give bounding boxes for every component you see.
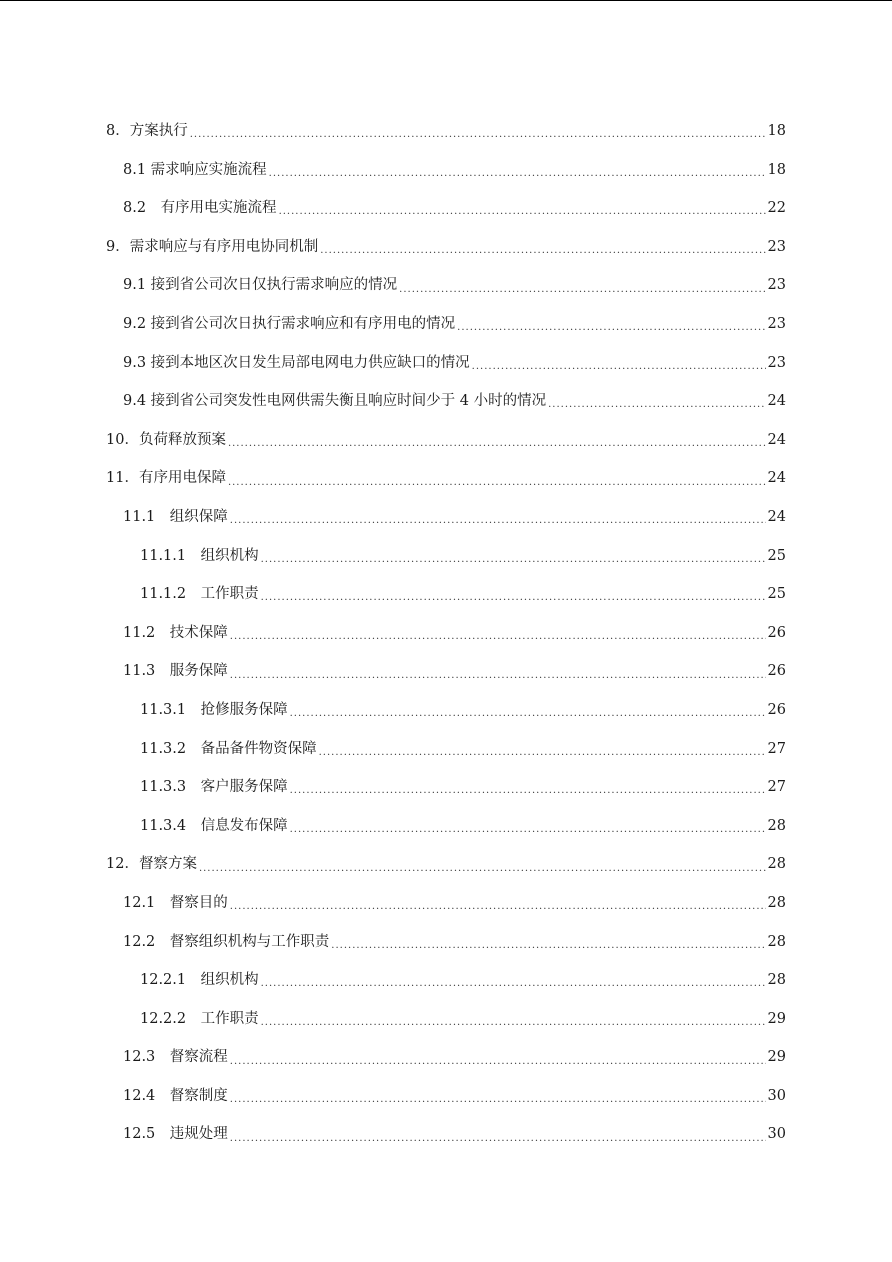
toc-entry-title [123, 201, 277, 216]
toc-entry-title [123, 1050, 228, 1065]
toc-dot-leader [319, 744, 766, 758]
toc-entry-text: 接到本地区次日发生局部电网电力供应缺口的情况 [150, 354, 470, 371]
toc-entry-text: 接到省公司次日执行需求响应和有序用电的情况 [150, 316, 456, 333]
toc-entry[interactable] [0, 421, 892, 460]
toc-entry-number: 11.3.4 [140, 817, 201, 834]
toc-entry-title [140, 973, 259, 988]
toc-entry-number: 11.3.2 [140, 740, 201, 757]
toc-page-number: 24 [767, 393, 786, 410]
toc-dot-leader [230, 898, 766, 912]
toc-entry-text: 督察方案 [138, 856, 197, 873]
toc-entry-title [123, 1127, 228, 1142]
toc-entry[interactable] [0, 305, 892, 344]
toc-dot-leader [457, 319, 765, 333]
toc-entry-title [123, 278, 397, 293]
toc-entry[interactable] [0, 1038, 892, 1077]
toc-page-number: 26 [767, 624, 786, 641]
toc-dot-leader [261, 1014, 766, 1028]
toc-entry[interactable] [0, 151, 892, 190]
toc-entry[interactable] [0, 1077, 892, 1116]
toc-dot-leader [290, 821, 766, 835]
toc-entry-text: 有序用电保障 [138, 470, 226, 487]
toc-page-number: 24 [767, 470, 786, 487]
toc-page-number: 18 [767, 123, 786, 140]
toc-entry-title [140, 587, 259, 602]
toc-dot-leader [399, 281, 765, 295]
toc-entry-text: 督察目的 [169, 894, 228, 911]
toc-page-number: 28 [767, 972, 786, 989]
toc-entry-number: 12． [106, 856, 139, 873]
toc-entry-number: 11． [106, 470, 139, 487]
toc-page-number: 22 [767, 200, 786, 217]
toc-entry-number: 11.1.1 [140, 547, 201, 564]
toc-entry[interactable] [0, 575, 892, 614]
toc-entry[interactable] [0, 537, 892, 576]
toc-page-number: 29 [767, 1049, 786, 1066]
toc-entry[interactable] [0, 382, 892, 421]
toc-entry-number: 11.3.3 [140, 779, 201, 796]
toc-entry-text: 负荷释放预案 [138, 431, 226, 448]
toc-page-number: 28 [767, 933, 786, 950]
toc-entry-number: 12.3 [123, 1049, 170, 1066]
toc-page-number: 23 [767, 238, 786, 255]
toc-dot-leader [261, 975, 766, 989]
toc-entry-text: 信息发布保障 [200, 817, 288, 834]
toc-dot-leader [320, 242, 765, 256]
toc-entry-number: 11.3.1 [140, 701, 201, 718]
toc-entry-number: 12.4 [123, 1087, 170, 1104]
toc-entry[interactable] [0, 807, 892, 846]
toc-entry-title [140, 780, 288, 795]
toc-dot-leader [261, 551, 766, 565]
toc-entry-title [140, 549, 259, 564]
toc-entry-text: 需求响应与有序用电协同机制 [129, 238, 319, 255]
toc-entry-number: 11.2 [123, 624, 170, 641]
toc-page-number: 28 [767, 894, 786, 911]
toc-entry[interactable] [0, 845, 892, 884]
toc-entry-number: 9.4 [123, 393, 151, 410]
toc-dot-leader [261, 589, 766, 603]
toc-entry-text: 组织保障 [169, 508, 228, 525]
toc-entry-text: 工作职责 [200, 1010, 259, 1027]
toc-entry-number: 8． [106, 123, 130, 140]
toc-dot-leader [199, 860, 766, 874]
toc-page-number: 30 [767, 1126, 786, 1143]
toc-entry-number: 10． [106, 431, 139, 448]
toc-dot-leader [230, 667, 766, 681]
toc-entry-title [123, 896, 228, 911]
toc-dot-leader [230, 1053, 766, 1067]
toc-entry-title [106, 471, 226, 486]
toc-entry-title [140, 703, 288, 718]
toc-dot-leader [548, 396, 765, 410]
toc-entry-number: 11.1 [123, 508, 170, 525]
toc-entry[interactable] [0, 730, 892, 769]
toc-dot-leader [228, 474, 766, 488]
toc-entry[interactable] [0, 768, 892, 807]
table-of-contents [0, 112, 892, 1154]
toc-entry-title [106, 857, 197, 872]
toc-dot-leader [230, 628, 766, 642]
toc-entry[interactable] [0, 189, 892, 228]
toc-entry[interactable] [0, 112, 892, 151]
toc-entry-number: 11.1.2 [140, 586, 201, 603]
toc-entry-text: 技术保障 [169, 624, 228, 641]
toc-entry-title [123, 626, 228, 641]
toc-entry[interactable] [0, 961, 892, 1000]
toc-entry[interactable] [0, 691, 892, 730]
toc-entry-title [106, 124, 188, 139]
toc-entry-title [123, 935, 329, 950]
toc-entry-title [123, 317, 455, 332]
toc-entry-number: 9.2 [123, 316, 151, 333]
toc-dot-leader [230, 1091, 766, 1105]
toc-entry-number: 12.5 [123, 1126, 170, 1143]
toc-page-number: 23 [767, 277, 786, 294]
toc-entry-title [140, 819, 288, 834]
toc-page-number: 23 [767, 316, 786, 333]
toc-entry-number: 9． [106, 238, 130, 255]
toc-entry-text: 服务保障 [169, 663, 228, 680]
toc-entry[interactable] [0, 922, 892, 961]
toc-dot-leader [228, 435, 766, 449]
toc-dot-leader [290, 705, 766, 719]
toc-entry-text: 督察组织机构与工作职责 [169, 933, 330, 950]
toc-entry-title [123, 394, 546, 409]
toc-dot-leader [279, 203, 766, 217]
toc-page-number: 28 [767, 856, 786, 873]
toc-entry[interactable] [0, 228, 892, 267]
toc-entry-title [140, 1012, 259, 1027]
toc-entry[interactable] [0, 459, 892, 498]
toc-page-number: 28 [767, 817, 786, 834]
toc-page-number: 27 [767, 740, 786, 757]
toc-page-number: 26 [767, 701, 786, 718]
toc-entry-title [123, 1089, 228, 1104]
toc-entry-title [140, 742, 317, 757]
toc-page-number: 27 [767, 779, 786, 796]
toc-dot-leader [230, 512, 766, 526]
toc-dot-leader [230, 1130, 766, 1144]
toc-entry-title [106, 240, 318, 255]
toc-entry-number: 9.1 [123, 277, 151, 294]
toc-entry-text: 客户服务保障 [200, 779, 288, 796]
toc-entry-text: 组织机构 [200, 547, 259, 564]
toc-entry-text: 抢修服务保障 [200, 701, 288, 718]
toc-entry[interactable] [0, 1000, 892, 1039]
toc-dot-leader [269, 165, 766, 179]
toc-entry-text: 组织机构 [200, 972, 259, 989]
toc-entry[interactable] [0, 614, 892, 653]
toc-entry-text: 有序用电实施流程 [160, 200, 277, 217]
toc-entry-number: 12.2.1 [140, 972, 201, 989]
toc-entry-title [106, 433, 226, 448]
toc-entry-title [123, 356, 470, 371]
toc-page-number: 25 [767, 586, 786, 603]
toc-entry-text: 督察流程 [169, 1049, 228, 1066]
toc-entry-number: 9.3 [123, 354, 151, 371]
toc-entry-text: 需求响应实施流程 [150, 161, 267, 178]
toc-entry-number: 12.2.2 [140, 1010, 201, 1027]
toc-page-number: 24 [767, 431, 786, 448]
toc-entry-text: 违规处理 [169, 1126, 228, 1143]
toc-entry-text: 接到省公司突发性电网供需失衡且响应时间少于 4 小时的情况 [150, 393, 547, 410]
top-border-line [0, 0, 892, 1]
toc-dot-leader [331, 937, 765, 951]
toc-entry-text: 接到省公司次日仅执行需求响应的情况 [150, 277, 398, 294]
toc-entry-number: 11.3 [123, 663, 170, 680]
toc-page-number: 18 [767, 161, 786, 178]
toc-page-number: 25 [767, 547, 786, 564]
toc-entry-number: 8.1 [123, 161, 151, 178]
toc-entry-text: 督察制度 [169, 1087, 228, 1104]
toc-entry[interactable] [0, 884, 892, 923]
toc-entry-title [123, 510, 228, 525]
toc-entry-title [123, 163, 267, 178]
toc-entry[interactable] [0, 498, 892, 537]
toc-page-number: 23 [767, 354, 786, 371]
toc-entry[interactable] [0, 1115, 892, 1154]
toc-dot-leader [472, 358, 766, 372]
toc-entry-text: 方案执行 [129, 123, 188, 140]
toc-page-number: 24 [767, 508, 786, 525]
toc-entry-title [123, 664, 228, 679]
toc-entry-number: 8.2 [123, 200, 161, 217]
toc-page-number: 30 [767, 1087, 786, 1104]
toc-entry-text: 工作职责 [200, 586, 259, 603]
toc-entry-text: 备品备件物资保障 [200, 740, 317, 757]
toc-entry[interactable] [0, 652, 892, 691]
toc-entry[interactable] [0, 344, 892, 383]
toc-dot-leader [290, 782, 766, 796]
toc-entry-number: 12.1 [123, 894, 170, 911]
toc-entry[interactable] [0, 266, 892, 305]
toc-page-number: 26 [767, 663, 786, 680]
toc-page-number: 29 [767, 1010, 786, 1027]
toc-entry-number: 12.2 [123, 933, 170, 950]
toc-dot-leader [190, 126, 766, 140]
